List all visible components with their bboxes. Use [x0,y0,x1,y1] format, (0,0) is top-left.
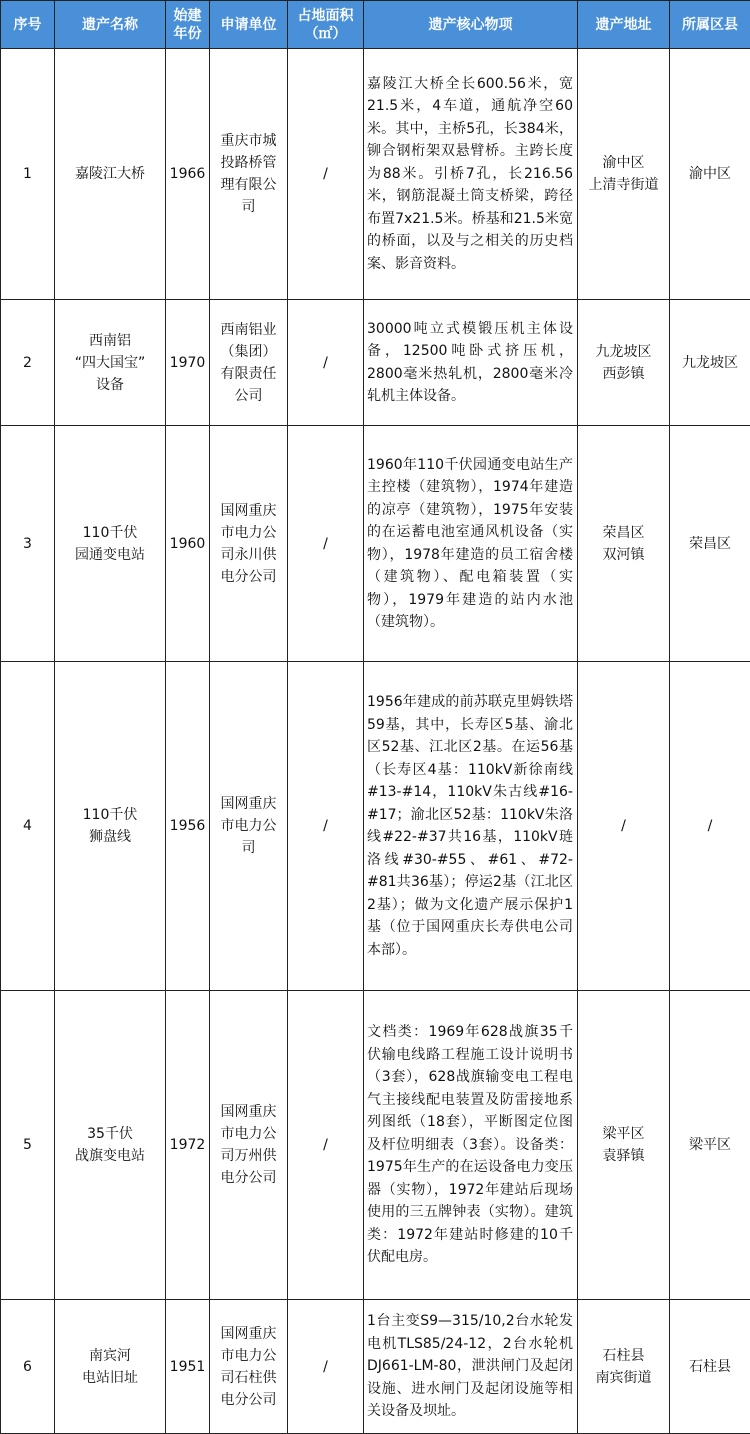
cell-unit: 国网重庆 市电力公 司万州供 电分公司 [210,991,288,1300]
cell-address: 九龙坡区 西彭镇 [578,300,670,426]
cell-address: 石柱县 南宾街道 [578,1300,670,1434]
cell-area: / [288,991,364,1300]
header-name: 遗产名称 [55,1,166,49]
cell-core: 1956年建成的前苏联克里姆铁塔59基，其中，长寿区5基、渝北区52基、江北区2基。在运56基（长寿区4基：110kV新徐南线#13-#14，110kV朱古线#16-#17；渝北区52基：110kV朱洛线#22-#37共16基，110kV琏洛线#30-#55、#61、#72-#81共36基）；停运2基（江北区2基）；做为文化遗产展示保护1基（位于国网重庆长寿供电公司本部）。 [364,662,578,991]
cell-index: 6 [1,1300,55,1434]
cell-unit: 重庆市城 投路桥管 理有限公 司 [210,49,288,300]
cell-year: 1956 [166,662,210,991]
cell-index: 2 [1,300,55,426]
table-row [1,662,750,991]
cell-area: / [288,49,364,300]
cell-year: 1966 [166,49,210,300]
header-address: 遗产地址 [578,1,670,49]
cell-district: 九龙坡区 [670,300,750,426]
cell-index: 4 [1,662,55,991]
cell-core: 文档类：1969年628战旗35千伏输电线路工程施工设计说明书（3套），628战旗输变电工程电气主接线配电装置及防雷接地系列图纸（18套），平断图定位图及杆位明细表（3套）。设备类：1975年生产的在运设备电力变压器（实物），1972年建站后现场使用的三五牌钟表（实物）。建筑类：1972年建站时修建的10千伏配电房。 [364,991,578,1300]
cell-address: 荣昌区 双河镇 [578,426,670,662]
cell-year: 1951 [166,1300,210,1434]
table-row [1,49,750,300]
cell-area: / [288,1300,364,1434]
cell-district: 渝中区 [670,49,750,300]
cell-core: 1960年110千伏园通变电站生产主控楼（建筑物），1974年建造的凉亭（建筑物），1975年安装的在运蓄电池室通风机设备（实物），1978年建造的员工宿舍楼（建筑物）、配电箱装置（实物），1979年建造的站内水池（建筑物）。 [364,426,578,662]
header-core: 遗产核心物项 [364,1,578,49]
header-district: 所属区县 [670,1,750,49]
table-row [1,300,750,426]
header-index: 序号 [1,1,55,49]
cell-core: 30000吨立式模锻压机主体设备，12500吨卧式挤压机，2800毫米热轧机，2800毫米冷轧机主体设备。 [364,300,578,426]
cell-name: 110千伏 园通变电站 [55,426,166,662]
cell-name: 嘉陵江大桥 [55,49,166,300]
cell-area: / [288,662,364,991]
cell-core: 1台主变S9—315/10,2台水轮发电机TLS85/24-12，2台水轮机DJ661-LM-80，泄洪闸门及起闭设施、进水闸门及起闭设施等相关设备及坝址。 [364,1300,578,1434]
cell-unit: 国网重庆 市电力公 司永川供 电分公司 [210,426,288,662]
cell-year: 1960 [166,426,210,662]
header-row [1,1,750,49]
cell-name: 南宾河 电站旧址 [55,1300,166,1434]
cell-name: 110千伏 狮盘线 [55,662,166,991]
cell-unit: 西南铝业 （集团） 有限责任 公司 [210,300,288,426]
cell-unit: 国网重庆 市电力公 司石柱供 电分公司 [210,1300,288,1434]
cell-index: 5 [1,991,55,1300]
header-area: 占地面积 （㎡） [288,1,364,49]
table-row [1,426,750,662]
cell-year: 1972 [166,991,210,1300]
cell-area: / [288,426,364,662]
cell-core: 嘉陵江大桥全长600.56米，宽21.5米，4车道，通航净空60米。其中，主桥5孔，长384米，铆合钢桁架双悬臂桥。主跨长度为88米。引桥7孔，长216.56米，钢筋混凝土筒支桥梁，跨径布置7x21.5米。桥基和21.5米宽的桥面，以及与之相关的历史档案、影音资料。 [364,49,578,300]
table-row [1,991,750,1300]
table-row [1,1300,750,1434]
cell-name: 35千伏 战旗变电站 [55,991,166,1300]
cell-district: / [670,662,750,991]
cell-name: 西南铝 “四大国宝” 设备 [55,300,166,426]
cell-year: 1970 [166,300,210,426]
header-unit: 申请单位 [210,1,288,49]
cell-index: 1 [1,49,55,300]
cell-district: 梁平区 [670,991,750,1300]
cell-district: 荣昌区 [670,426,750,662]
cell-index: 3 [1,426,55,662]
cell-address: 渝中区 上清寺街道 [578,49,670,300]
cell-area: / [288,300,364,426]
cell-address: / [578,662,670,991]
cell-unit: 国网重庆 市电力公 司 [210,662,288,991]
cell-address: 梁平区 袁驿镇 [578,991,670,1300]
cell-district: 石柱县 [670,1300,750,1434]
header-year: 始建 年份 [166,1,210,49]
